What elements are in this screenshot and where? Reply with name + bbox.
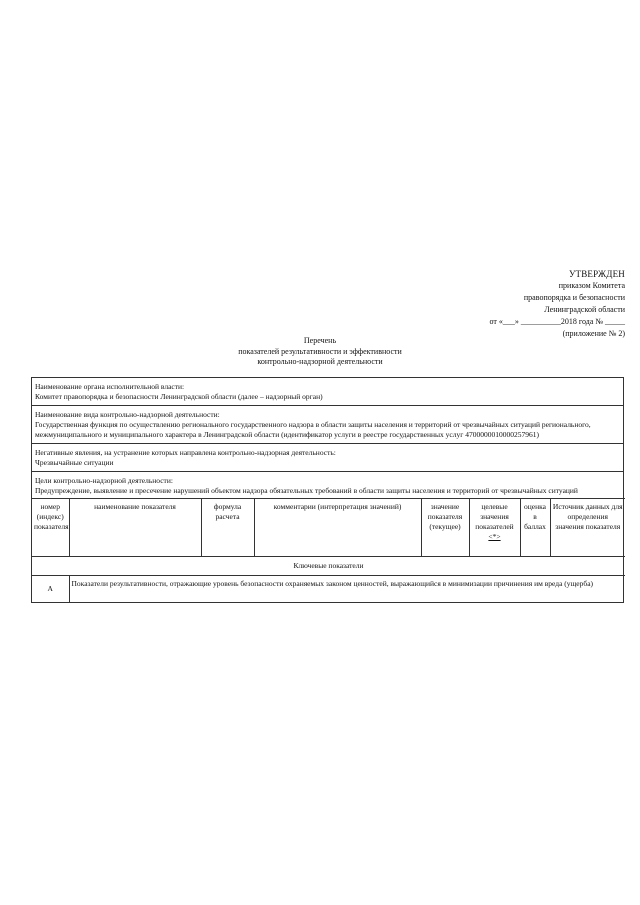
key-indicators-row (32, 557, 625, 576)
approval-line: приказом Комитета (558, 281, 625, 290)
header-source: Источник данных для определения значения показателя (550, 499, 625, 557)
goals-label: Цели контрольно-надзорной деятельности: (35, 476, 173, 485)
header-formula: формула расчета (201, 499, 254, 557)
approval-line: Ленинградской области (544, 305, 625, 314)
approval-heading: УТВЕРЖДЕН (568, 269, 625, 279)
goals-section (32, 472, 623, 498)
header-target-label: целевые значения показателей (475, 502, 514, 531)
indicators-form (31, 377, 624, 603)
indicators-table (32, 498, 625, 602)
row-text: Показатели результативности, отражающие уровень безопасности охраняемых законом ценностей, выражающийся в минимизации причинения им вреда (ущерба) (69, 576, 625, 602)
authority-label: Наименование органа исполнительной власти: (35, 382, 185, 391)
table-row (32, 576, 625, 602)
header-score: оценка в баллах (520, 499, 550, 557)
authority-section (32, 378, 623, 406)
authority-value: Комитет правопорядка и безопасности Ленинградской области (далее – надзорный орган) (35, 392, 323, 401)
key-indicators-label: Ключевые показатели (32, 557, 625, 576)
document-title (0, 336, 640, 368)
table-header-row (32, 499, 625, 557)
negative-label: Негативные явления, на устранение которых направлена контрольно-надзорная деятельность: (35, 448, 336, 457)
approval-date-line: от «___» __________2018 года № _____ (489, 317, 625, 326)
approval-appendix: (приложение № 2) (562, 329, 625, 338)
title-line: Перечень (303, 336, 337, 345)
title-line: показателей результативности и эффективности (238, 346, 402, 356)
activity-section (32, 406, 623, 444)
row-index: А (32, 576, 69, 602)
negative-value: Чрезвычайные ситуации (35, 458, 114, 467)
header-comments: комментарии (интерпретация значений) (254, 499, 421, 557)
header-current: значение показателя (текущее) (421, 499, 469, 557)
activity-value: Государственная функция по осуществлению регионального государственного надзора в области защиты населения и территорий от чрезвычайных ситуаций регионального, межмуниципального и муниципального характера в Ленинградской области (идентификатор услуги в реестре государственных услуг 4700000010000257961) (35, 420, 591, 439)
header-target (469, 499, 520, 557)
approval-stamp (490, 268, 626, 340)
title-line: контрольно-надзорной деятельности (257, 357, 383, 366)
activity-label: Наименование вида контрольно-надзорной деятельности: (35, 410, 220, 419)
negative-section (32, 444, 623, 472)
header-number: номер (индекс) показателя (32, 499, 69, 557)
approval-line: правопорядка и безопасности (523, 293, 625, 302)
goals-value: Предупреждение, выявление и пресечение нарушений объектом надзора обязательных требований в области защиты населения и территорий от чрезвычайных ситуаций (35, 486, 578, 495)
footnote-link[interactable]: <*> (488, 532, 501, 541)
header-name: наименование показателя (69, 499, 201, 557)
